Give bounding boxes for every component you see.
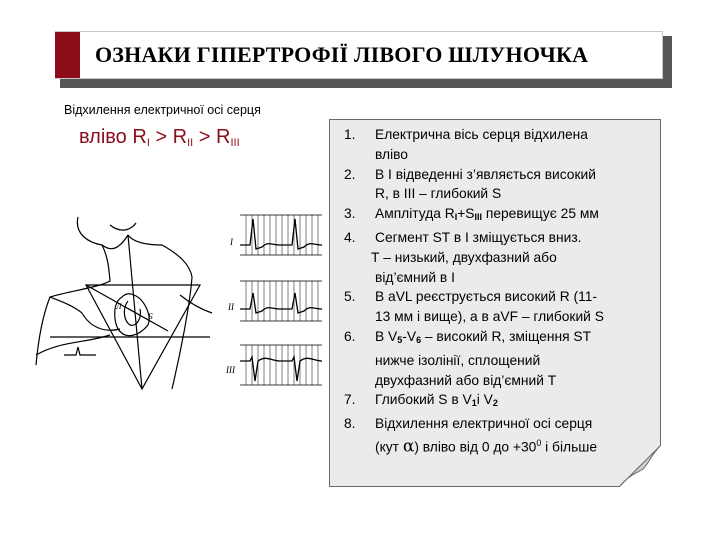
banner-accent-bar bbox=[55, 32, 80, 78]
chamber-label-l: Л bbox=[116, 302, 122, 311]
criterion-5: 5. В aVL реєструється високий R (11- 13 мм і вище), а в aVF – глибокий S bbox=[344, 289, 604, 325]
chamber-label-b: Б bbox=[148, 312, 153, 321]
page-title: ОЗНАКИ ГІПЕРТРОФІЇ ЛІВОГО ШЛУНОЧКА bbox=[95, 42, 589, 67]
criterion-4: 4. Сегмент ST в І зміщується вниз. bbox=[344, 229, 582, 245]
axis-deviation-subtitle: Відхилення електричної осі серця bbox=[64, 103, 261, 117]
lead-label-iii: III bbox=[226, 365, 235, 375]
title-banner bbox=[55, 31, 663, 79]
ecg-strip-lead-ii bbox=[240, 281, 322, 321]
criterion-8: 8. Відхилення електричної осі серця (кут α) вліво від 0 до $+30^0$ і більше bbox=[344, 416, 598, 457]
criterion-1: 1. Електрична вісь серця відхилена вліво bbox=[344, 127, 588, 162]
alpha-symbol: α bbox=[402, 436, 415, 457]
criteria-list bbox=[344, 125, 664, 457]
lead-label-ii: II bbox=[228, 302, 234, 312]
criterion-7: 7. Глибокий S в $V_1і$ $V_2$ bbox=[344, 392, 498, 409]
criterion-3: 3. Амплітуда $R_I+S_{III}$ перевищує 25 мм bbox=[344, 206, 599, 223]
ecg-torso-figure bbox=[30, 205, 330, 395]
ecg-strip-lead-iii bbox=[240, 345, 322, 385]
amplitude-formula: вліво $R_I > R_{II} > R_{III}$ bbox=[79, 126, 240, 149]
criterion-2: 2. В І відведенні з’являється високий R, в ІІІ – глибокий S bbox=[344, 166, 596, 202]
criterion-4-continued: Т – низький, двухфазний або від’ємний в І bbox=[371, 249, 557, 285]
criterion-6: 6. В $V_5-V_6$ – високий R, зміщення ST нижче ізолінії, сплощений двухфазний або від’ємний Т bbox=[344, 328, 592, 388]
lead-label-i: I bbox=[230, 237, 233, 247]
